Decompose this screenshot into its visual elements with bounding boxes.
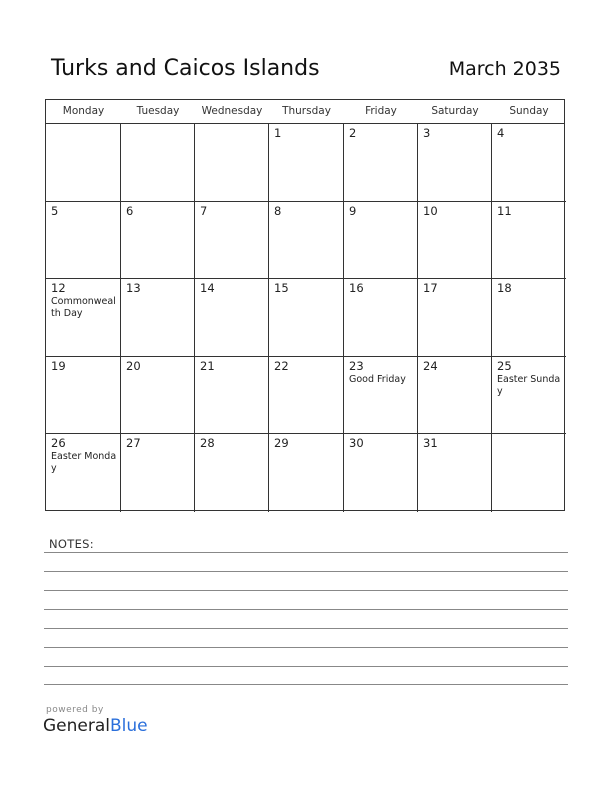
calendar-month: March 2035 — [448, 58, 561, 80]
day-cell — [195, 124, 269, 202]
notes-line — [44, 628, 568, 629]
day-number: 17 — [423, 281, 438, 296]
day-number: 22 — [274, 358, 289, 373]
day-number: 8 — [274, 203, 282, 218]
day-cell — [121, 434, 195, 512]
notes-line — [44, 684, 568, 685]
day-cell — [344, 279, 418, 357]
day-cell — [121, 124, 195, 202]
day-number: 7 — [200, 203, 208, 218]
calendar-grid — [45, 99, 565, 511]
notes-label: NOTES: — [49, 537, 94, 551]
day-number: 1 — [274, 126, 282, 140]
day-number: 15 — [274, 281, 289, 296]
notes-line — [44, 647, 568, 648]
day-number: 30 — [349, 436, 364, 451]
holiday-label: Commonwealth Day — [51, 296, 116, 320]
day-cell — [492, 434, 566, 512]
day-number: 23 — [349, 358, 364, 373]
day-number: 5 — [51, 203, 59, 218]
day-number: 14 — [200, 281, 215, 296]
day-cell — [121, 202, 195, 280]
day-number: 26 — [51, 436, 66, 451]
weekday-tuesday: Tuesday — [136, 105, 180, 117]
day-cell — [46, 202, 121, 280]
notes-line — [44, 609, 568, 610]
day-cell — [195, 434, 269, 512]
weekday-monday: Monday — [62, 105, 105, 117]
day-cell — [121, 279, 195, 357]
day-number: 27 — [126, 436, 141, 451]
day-cell — [269, 279, 344, 357]
weekday-thursday: Thursday — [282, 105, 331, 117]
day-cell — [121, 357, 195, 435]
notes-line — [44, 590, 568, 591]
day-number: 18 — [497, 281, 512, 296]
day-number: 24 — [423, 358, 438, 373]
weekday-friday: Friday — [365, 105, 397, 117]
logo-blue: Blue — [110, 716, 148, 736]
weekday-header-row — [46, 100, 564, 124]
weekday-sunday: Sunday — [509, 105, 549, 117]
day-cell — [492, 279, 566, 357]
notes-line — [44, 552, 568, 553]
notes-line — [44, 571, 568, 572]
logo-general: General — [43, 716, 110, 736]
calendar-title: Turks and Caicos Islands — [51, 56, 320, 81]
day-cell — [46, 357, 121, 435]
day-cell — [418, 124, 492, 202]
day-number: 3 — [423, 126, 431, 140]
day-cell — [46, 434, 121, 512]
day-number: 12 — [51, 281, 66, 296]
day-cell — [344, 124, 418, 202]
day-cell — [492, 202, 566, 280]
day-number: 2 — [349, 126, 357, 140]
day-cell — [344, 202, 418, 280]
day-number: 28 — [200, 436, 215, 451]
generalblue-logo — [43, 716, 148, 736]
day-cell — [492, 357, 566, 435]
day-number: 31 — [423, 436, 438, 451]
day-cell — [195, 357, 269, 435]
day-cell — [418, 202, 492, 280]
day-cell — [269, 357, 344, 435]
day-number: 20 — [126, 358, 141, 373]
day-cell — [418, 357, 492, 435]
day-cell — [418, 279, 492, 357]
day-number: 29 — [274, 436, 289, 451]
day-cell — [46, 124, 121, 202]
notes-line — [44, 666, 568, 667]
holiday-label: Easter Sunday — [497, 373, 561, 397]
day-cell — [46, 279, 121, 357]
day-number: 13 — [126, 281, 141, 296]
weekday-wednesday: Wednesday — [201, 105, 263, 117]
day-number: 21 — [200, 358, 215, 373]
day-cell — [492, 124, 566, 202]
day-number: 4 — [497, 126, 505, 140]
day-cell — [195, 202, 269, 280]
day-cell — [418, 434, 492, 512]
day-cell — [344, 357, 418, 435]
day-number: 16 — [349, 281, 364, 296]
day-cell — [195, 279, 269, 357]
day-cell — [269, 434, 344, 512]
day-number: 6 — [126, 203, 134, 218]
weekday-saturday: Saturday — [431, 105, 479, 117]
day-cell — [344, 434, 418, 512]
day-number: 10 — [423, 203, 438, 218]
powered-by-text: powered by — [46, 705, 104, 715]
holiday-label: Good Friday — [349, 373, 406, 385]
holiday-label: Easter Monday — [51, 451, 117, 475]
day-number: 25 — [497, 358, 512, 373]
day-cell — [269, 124, 344, 202]
day-number: 19 — [51, 358, 66, 373]
day-number: 9 — [349, 203, 357, 218]
day-cell — [269, 202, 344, 280]
day-number: 11 — [497, 203, 512, 218]
